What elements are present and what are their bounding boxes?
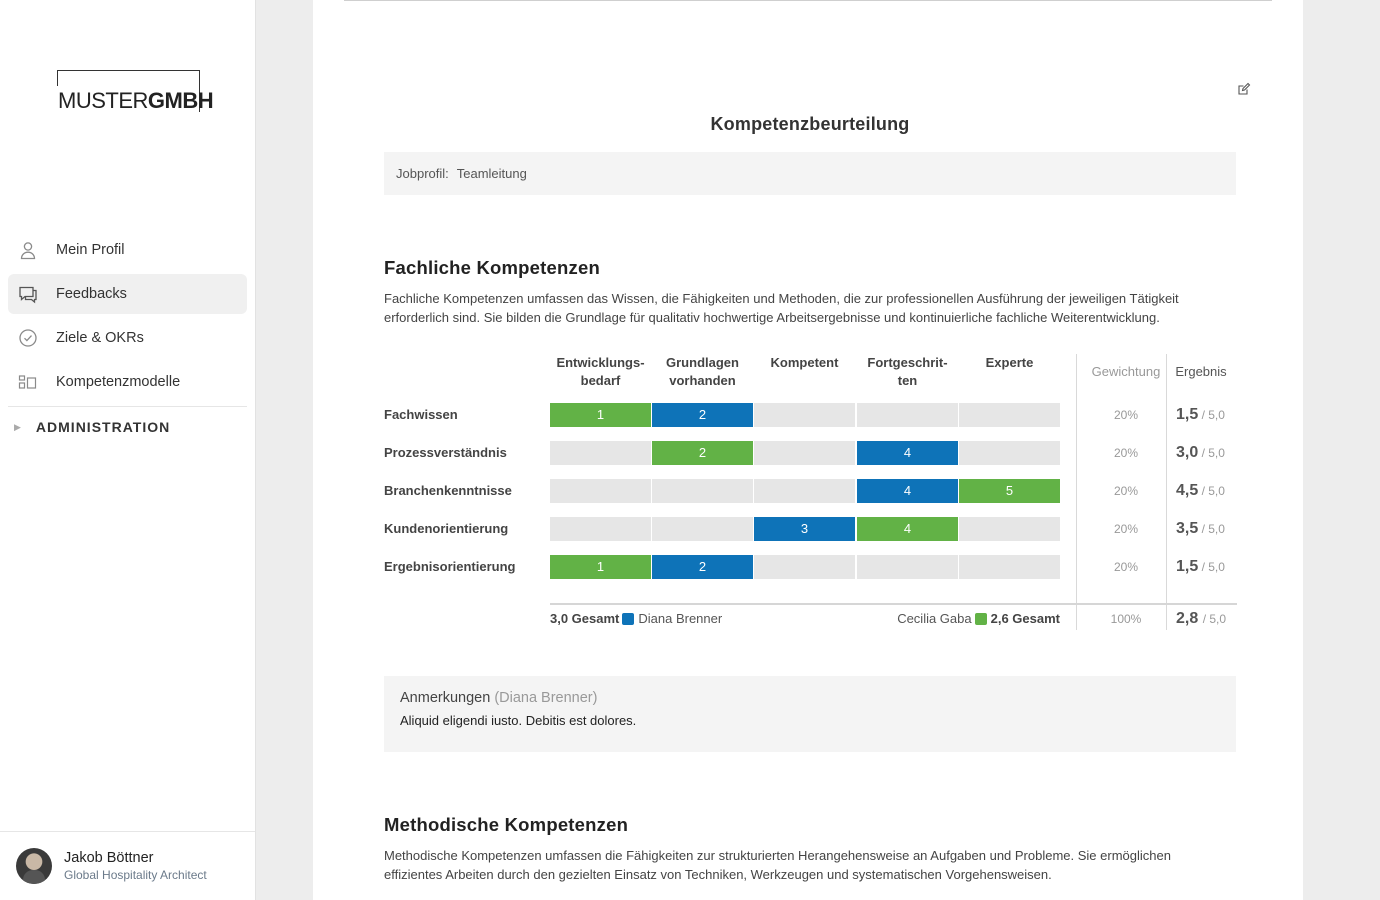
rating-cell[interactable] [754,555,855,579]
row-result-value: 1,5 [1176,558,1199,575]
avatar [16,848,52,884]
legend-green-name: Cecilia Gaba [897,611,972,626]
jobprofil-bar [384,152,1236,195]
column-divider [1076,354,1077,630]
legend-blue-square [622,613,634,625]
sidebar-item-kompetenzmodelle[interactable] [8,362,247,402]
section-description-methodische: Methodische Kompetenzen umfassen die Fähigkeiten zur strukturierten Herangehensweise an Aufgaben und Probleme. Sie ermöglichen effizientes Arbeiten durch den gezielten Einsatz von Techniken, Werkzeugen und systematischen Vorgehensweisen. [384,848,1171,882]
legend-green-square [975,613,987,625]
competency-row-label: Kundenorientierung [384,521,509,536]
rating-cell[interactable] [857,403,958,427]
sidebar-item-mein-profil[interactable] [8,230,247,270]
row-weight: 20% [1113,560,1139,574]
result-total [1176,607,1226,631]
weight-total: 100% [1110,612,1142,626]
rating-cell[interactable]: 1 [550,555,651,579]
row-result-max: / 5,0 [1198,560,1225,574]
notes-box [384,676,1236,752]
row-result-max: / 5,0 [1198,446,1225,460]
summary-divider [550,603,1237,605]
competency-row-label: Fachwissen [384,407,458,422]
sidebar-item-ziele-okrs[interactable] [8,318,247,358]
row-result [1176,403,1225,427]
row-result [1176,479,1225,503]
jobprofil-value: Teamleitung [456,166,527,181]
user-name: Jakob Böttner [64,850,154,866]
rating-cell[interactable]: 3 [754,517,855,541]
sidebar-item-label: Kompetenzmodelle [56,374,181,390]
row-weight: 20% [1113,522,1139,536]
total-blue: 3,0 Gesamt [550,611,620,626]
competency-row-label: Prozessverständnis [384,445,507,460]
row-result-max: / 5,0 [1198,484,1225,498]
level-header: Fortgeschrit- ten [867,355,948,388]
notes-title-label: Anmerkungen [400,690,491,706]
weight-header: Gewichtung [1091,364,1161,379]
check-circle-icon [18,328,38,348]
row-result-value: 3,5 [1176,520,1199,537]
row-weight: 20% [1113,484,1139,498]
row-result-max: / 5,0 [1198,408,1225,422]
level-header: Experte [985,355,1034,370]
rating-cell[interactable]: 2 [652,555,753,579]
sidebar-item-label: Mein Profil [56,242,125,258]
row-result [1176,517,1225,541]
legend-blue-name: Diana Brenner [638,611,723,626]
notes-text: Aliquid eligendi iusto. Debitis est dolores. [400,713,637,728]
rating-cell[interactable] [959,441,1060,465]
competency-row-label: Branchenkenntnisse [384,483,512,498]
company-logo[interactable] [58,70,214,113]
rating-cell[interactable]: 1 [550,403,651,427]
column-divider [1166,354,1167,630]
rating-cell[interactable] [550,479,651,503]
rating-cell[interactable] [754,479,855,503]
jobprofil-label: Jobprofil: [396,166,449,181]
result-total-value: 2,8 [1176,610,1199,627]
chat-icon [18,284,38,304]
sidebar [0,0,256,900]
row-result-max: / 5,0 [1198,522,1225,536]
rating-cell[interactable]: 2 [652,403,753,427]
sidebar-nav [8,230,247,447]
rating-cell[interactable] [550,517,651,541]
edit-icon[interactable] [1237,82,1251,96]
rating-cell[interactable]: 2 [652,441,753,465]
sidebar-section-label: ADMINISTRATION [35,419,171,435]
rating-cell[interactable]: 4 [857,517,958,541]
caret-right-icon: ▶ [14,421,22,432]
rating-cell[interactable] [754,441,855,465]
sidebar-item-feedbacks[interactable] [8,274,247,314]
row-result-value: 4,5 [1176,482,1199,499]
sidebar-section-administration[interactable] [8,407,247,447]
rating-cell[interactable] [652,517,753,541]
logo-text-part2: GMBH [147,88,214,113]
user-profile[interactable] [0,831,255,900]
section-title-fachliche: Fachliche Kompetenzen [384,257,600,278]
rating-cell[interactable] [550,441,651,465]
result-total-max: / 5,0 [1202,612,1227,626]
rating-cell[interactable]: 4 [857,479,958,503]
level-header: Entwicklungs- bedarf [556,355,645,388]
competency-row-label: Ergebnisorientierung [384,559,516,574]
row-weight: 20% [1113,446,1139,460]
level-header: Grundlagen vorhanden [666,355,739,388]
legend-diana [550,610,722,628]
total-green: 2,6 Gesamt [990,611,1060,626]
rating-cell[interactable] [959,517,1060,541]
level-header: Kompetent [770,355,839,370]
legend-cecilia [897,610,1060,628]
top-divider [344,0,1272,1]
row-result [1176,441,1225,465]
section-description-fachliche: Fachliche Kompetenzen umfassen das Wissen, die Fähigkeiten und Methoden, die zur professionellen Ausführung der jeweiligen Tätigkeit erforderlich sind. Sie bilden die Grundlage für qualitativ hochwertige Arbeitsergebnisse und kontinuierliche fachliche Weiterentwicklung. [384,291,1179,325]
blocks-icon [18,372,38,392]
user-role: Global Hospitality Architect [64,868,207,882]
row-result-value: 3,0 [1176,444,1199,461]
logo-text-part1: MUSTER [58,88,148,113]
page-title: Kompetenzbeurteilung [710,114,910,134]
row-weight: 20% [1113,408,1139,422]
user-icon [18,240,38,260]
notes-author: (Diana Brenner) [494,690,598,706]
rating-cell[interactable]: 4 [857,441,958,465]
section-title-methodische: Methodische Kompetenzen [384,814,629,835]
rating-cell[interactable] [857,555,958,579]
sidebar-item-label: Ziele & OKRs [56,330,144,346]
row-result [1176,555,1225,579]
rating-cell[interactable] [754,403,855,427]
notes-title [400,689,1220,707]
rating-cell[interactable] [959,403,1060,427]
sidebar-item-label: Feedbacks [56,286,127,302]
result-header: Ergebnis [1175,364,1227,379]
row-result-value: 1,5 [1176,406,1199,423]
rating-cell[interactable] [959,555,1060,579]
rating-cell[interactable]: 5 [959,479,1060,503]
rating-cell[interactable] [652,479,753,503]
